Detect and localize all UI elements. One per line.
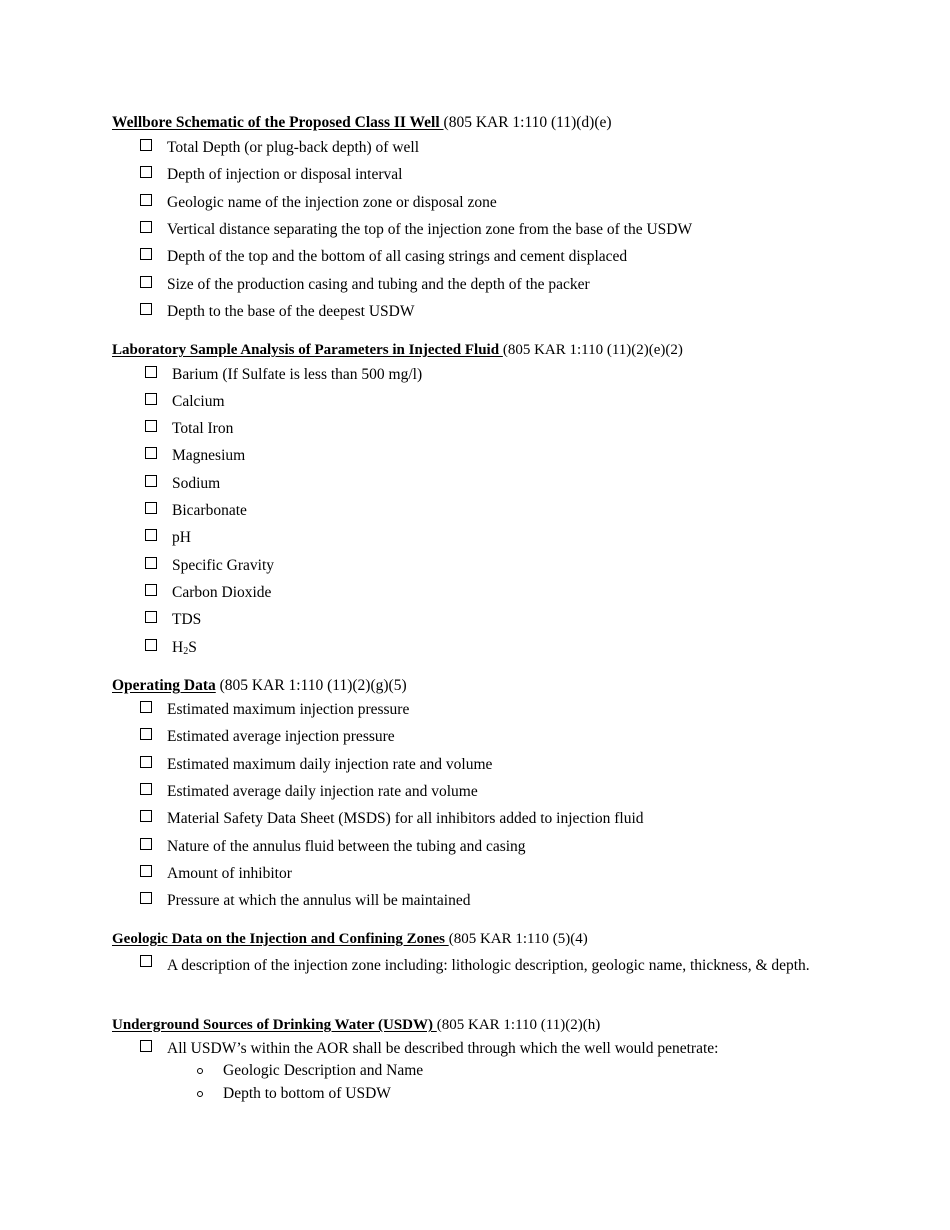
checkbox-injection-interval[interactable] [140,166,152,178]
section-heading-lab-analysis: Laboratory Sample Analysis of Parameters in Injected Fluid (805 KAR 1:110 (11)(2)(e)(2) [112,342,683,358]
item-label: Magnesium [172,447,246,464]
sub-item-label: Depth to bottom of USDW [223,1085,391,1102]
checkbox-magnesium[interactable] [145,447,157,459]
item-label: Nature of the annulus fluid between the tubing and casing [167,838,526,855]
checkbox-total-iron[interactable] [145,420,157,432]
sub-item-label: Geologic Description and Name [223,1062,424,1079]
checkbox-barium[interactable] [145,366,157,378]
checkbox-injection-zone-description[interactable] [140,955,152,967]
item-label: Estimated average injection pressure [167,728,395,745]
checkbox-specific-gravity[interactable] [145,557,157,569]
item-label: Vertical distance separating the top of the injection zone from the base of the USDW [167,221,693,238]
checkbox-ph[interactable] [145,529,157,541]
item-label: Calcium [172,393,225,410]
bullet-icon [197,1068,203,1074]
checkbox-avg-pressure[interactable] [140,728,152,740]
item-label-h2s: $H_2S$ [172,639,197,657]
item-label: Carbon Dioxide [172,584,272,601]
checkbox-h2s[interactable] [145,639,157,651]
checkbox-msds[interactable] [140,810,152,822]
checkbox-carbon-dioxide[interactable] [145,584,157,596]
item-label: Barium (If Sulfate is less than 500 mg/l) [172,366,423,383]
section-heading-operating-data: Operating Data (805 KAR 1:110 (11)(2)(g)(5) [112,677,407,694]
item-label: pH [172,529,191,546]
item-label: Depth of injection or disposal interval [167,166,403,183]
checkbox-bicarbonate[interactable] [145,502,157,514]
item-label: TDS [172,611,202,628]
section-heading-usdw: Underground Sources of Drinking Water (USDW) (805 KAR 1:110 (11)(2)(h) [112,1017,601,1033]
checkbox-avg-rate[interactable] [140,783,152,795]
checkbox-casing-size[interactable] [140,276,152,288]
item-label: Geologic name of the injection zone or disposal zone [167,194,497,211]
checkbox-total-depth[interactable] [140,139,152,151]
item-label: Material Safety Data Sheet (MSDS) for all inhibitors added to injection fluid [167,810,644,827]
item-label: Sodium [172,475,221,492]
checkbox-calcium[interactable] [145,393,157,405]
item-label: Amount of inhibitor [167,865,292,882]
item-label: Specific Gravity [172,557,275,574]
item-label: Pressure at which the annulus will be maintained [167,892,471,909]
section-heading-wellbore: Wellbore Schematic of the Proposed Class II Well (805 KAR 1:110 (11)(d)(e) [112,114,612,131]
checkbox-geologic-name[interactable] [140,194,152,206]
section-heading-geologic-data: Geologic Data on the Injection and Confining Zones (805 KAR 1:110 (5)(4) [112,931,588,947]
item-label: Total Depth (or plug-back depth) of well [167,139,420,156]
checkbox-vertical-distance[interactable] [140,221,152,233]
checkbox-annulus-fluid[interactable] [140,838,152,850]
checkbox-max-pressure[interactable] [140,701,152,713]
item-label: All USDW’s within the AOR shall be described through which the well would penetrate: [167,1040,719,1057]
checkbox-annulus-pressure[interactable] [140,892,152,904]
item-label: Estimated average daily injection rate and volume [167,783,478,800]
item-label: Bicarbonate [172,502,247,519]
item-label: Total Iron [172,420,234,437]
bullet-icon [197,1091,203,1097]
checkbox-casing-depth[interactable] [140,248,152,260]
item-label: Size of the production casing and tubing and the depth of the packer [167,276,590,293]
item-label: Depth to the base of the deepest USDW [167,303,415,320]
checkbox-deepest-usdw[interactable] [140,303,152,315]
checkbox-usdw-description[interactable] [140,1040,152,1052]
checkbox-inhibitor[interactable] [140,865,152,877]
item-label: Estimated maximum daily injection rate and volume [167,756,493,773]
item-label: Depth of the top and the bottom of all casing strings and cement displaced [167,248,628,265]
checkbox-sodium[interactable] [145,475,157,487]
checkbox-max-rate[interactable] [140,756,152,768]
checkbox-tds[interactable] [145,611,157,623]
item-label: Estimated maximum injection pressure [167,701,410,718]
item-label: A description of the injection zone including: lithologic description, geologic name, thickness, & depth. [167,957,810,974]
